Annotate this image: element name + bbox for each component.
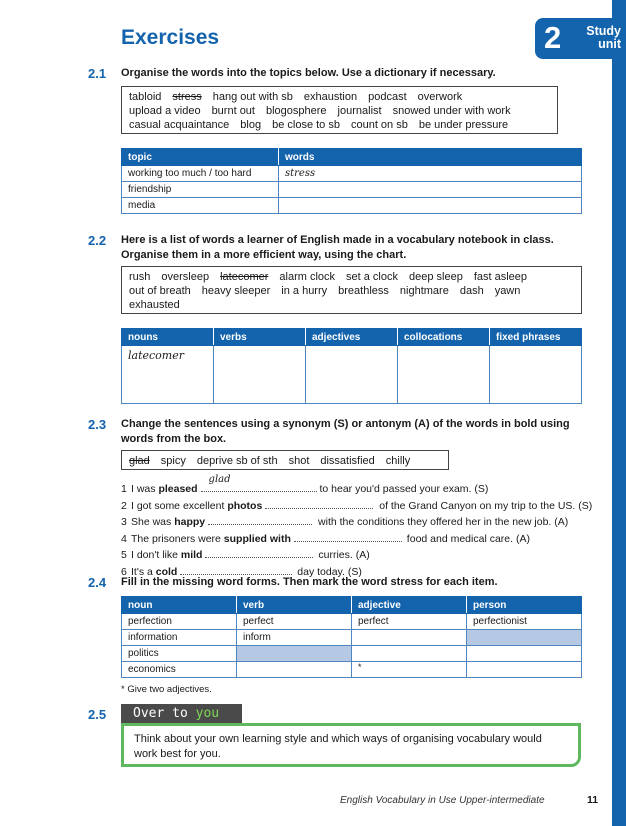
study-unit-tab (535, 18, 626, 59)
verb-cell-shaded (237, 646, 352, 662)
column-header: verbs (214, 329, 306, 346)
sentence-item (121, 474, 592, 498)
word-item: heavy sleeper (201, 285, 271, 297)
sentence-number: 4 (121, 532, 127, 545)
answer-blank[interactable] (205, 547, 313, 558)
word-item: rush (129, 271, 151, 283)
sentence-number: 5 (121, 549, 127, 561)
word-item: yawn (494, 285, 521, 297)
collocations-cell[interactable] (398, 346, 490, 404)
tab-highlight: you (195, 706, 220, 721)
word-item: deep sleep (409, 271, 463, 283)
sentence-text: of the Grand Canyon on my trip to the US. (S) (376, 499, 593, 512)
word-item: overwork (417, 91, 463, 103)
exercise-instruction: Fill in the missing word forms. Then mark the word stress for each item. (121, 576, 498, 588)
sentence-text: The prisoners were (131, 532, 224, 545)
person-cell[interactable] (467, 662, 582, 678)
word-forms-table (121, 596, 582, 678)
word-item: exhaustion (303, 91, 358, 103)
sentence-text: to hear you'd passed your exam. (S) (316, 483, 489, 495)
word-item: breathless (338, 285, 389, 297)
word-item: upload a video (129, 105, 201, 117)
column-header: verb (237, 597, 352, 614)
exercise-number: 2.1 (88, 66, 107, 81)
word-item: podcast (368, 91, 407, 103)
word-item: in a hurry (281, 285, 328, 297)
words-cell[interactable] (279, 198, 582, 214)
word-item: deprive sb of sth (196, 455, 278, 467)
answer-blank[interactable] (265, 498, 373, 509)
person-cell-shaded (467, 630, 582, 646)
word-box (121, 266, 582, 314)
handwritten-answer: glad (208, 474, 231, 485)
vocabulary-chart (121, 328, 582, 404)
sentence-text: food and medical care. (A) (403, 532, 530, 545)
bold-word: supplied with (223, 532, 291, 545)
word-item: exhausted (129, 299, 180, 311)
word-box (121, 450, 449, 470)
word-item: spicy (160, 455, 186, 467)
sentence-text: with the conditions they offered her in the new job. (A) (315, 516, 569, 528)
sentence-text: day today. (S) (294, 565, 362, 578)
word-item: journalist (337, 105, 382, 117)
word-item: casual acquaintance (129, 119, 230, 131)
page-title: Exercises (121, 26, 220, 49)
exercise-number: 2.3 (88, 417, 107, 432)
nouns-cell[interactable]: latecomer (122, 346, 214, 404)
sentence-list (121, 474, 593, 580)
sentence-text: It's a (131, 565, 156, 578)
word-item: fast asleep (473, 271, 528, 283)
word-item: stress (172, 91, 202, 103)
answer-blank[interactable] (201, 474, 317, 492)
sentence-text: curries. (A) (315, 549, 370, 561)
sentence-number: 2 (121, 499, 127, 512)
word-item: dash (459, 285, 484, 297)
word-item: nightmare (399, 285, 449, 297)
footnote: * Give two adjectives. (121, 684, 212, 695)
word-item: out of breath (129, 285, 191, 297)
person-cell[interactable]: perfectionist (467, 614, 582, 630)
adjective-cell[interactable] (352, 646, 467, 662)
noun-cell: economics (122, 662, 237, 678)
word-item: burnt out (211, 105, 255, 117)
exercise-instruction: Organise the words into the topics below. Use a dictionary if necessary. (121, 67, 496, 79)
tab-text: Over to (133, 706, 196, 721)
sentence-text: I was (131, 483, 159, 495)
sentence-text: She was (131, 516, 175, 528)
words-cell[interactable]: stress (279, 166, 582, 182)
adjectives-cell[interactable] (306, 346, 398, 404)
column-header: words (279, 149, 582, 166)
sentence-item (121, 514, 592, 531)
verbs-cell[interactable] (214, 346, 306, 404)
sentence-item (121, 547, 592, 564)
exercise-instruction: Change the sentences using a synonym (S) or antonym (A) of the words in bold using words from the box. (121, 418, 570, 445)
adjective-cell[interactable]: perfect (352, 614, 467, 630)
sentence-number: 1 (121, 483, 127, 495)
fixed-phrases-cell[interactable] (490, 346, 582, 404)
word-item: count on sb (350, 119, 408, 131)
word-item: tabloid (129, 91, 162, 103)
words-cell[interactable] (279, 182, 582, 198)
word-item: hang out with sb (212, 91, 293, 103)
word-item: be under pressure (418, 119, 509, 131)
column-header: nouns (122, 329, 214, 346)
word-item: shot (288, 455, 310, 467)
noun-cell: politics (122, 646, 237, 662)
word-item: latecomer (220, 271, 269, 283)
exercise-number: 2.5 (88, 707, 107, 722)
answer-blank[interactable] (180, 564, 292, 575)
column-header: topic (122, 149, 279, 166)
unit-label: Study unit (586, 24, 621, 51)
bold-word: photos (227, 499, 263, 512)
exercise-instruction: Here is a list of words a learner of English made in a vocabulary notebook in class. Organise them in a more efficient way, using the chart. (121, 234, 554, 261)
word-box (121, 86, 558, 134)
exercise-number: 2.4 (88, 575, 107, 590)
column-header: person (467, 597, 582, 614)
bold-word: happy (174, 516, 206, 528)
sentence-text: I don't like (131, 549, 181, 561)
word-item: blog (240, 119, 262, 131)
word-item: dissatisfied (320, 455, 375, 467)
word-item: set a clock (346, 271, 398, 283)
noun-cell: perfection (122, 614, 237, 630)
bold-word: mild (180, 549, 203, 561)
answer-blank[interactable] (294, 531, 402, 542)
unit-number: 2 (544, 20, 562, 55)
verb-cell[interactable] (237, 662, 352, 678)
word-item: alarm clock (279, 271, 336, 283)
word-item: be close to sb (272, 119, 340, 131)
verb-cell[interactable]: inform (237, 630, 352, 646)
verb-cell[interactable]: perfect (237, 614, 352, 630)
column-header: adjective (352, 597, 467, 614)
topic-cell: media (122, 198, 279, 214)
sentence-text: I got some excellent (131, 499, 228, 512)
column-header: fixed phrases (490, 329, 582, 346)
word-item: blogosphere (265, 105, 327, 117)
topics-table (121, 148, 582, 214)
person-cell[interactable] (467, 646, 582, 662)
topic-cell: working too much / too hard (122, 166, 279, 182)
adjective-cell[interactable] (352, 630, 467, 646)
noun-cell: information (122, 630, 237, 646)
topic-cell: friendship (122, 182, 279, 198)
page-number: 11 (587, 794, 599, 806)
word-item: oversleep (161, 271, 210, 283)
sentence-item (121, 531, 592, 548)
sentence-item (121, 498, 592, 515)
exercise-number: 2.2 (88, 233, 107, 248)
bold-word: pleased (158, 483, 198, 495)
adjective-cell[interactable]: * (352, 662, 467, 678)
sentence-number: 3 (121, 516, 127, 528)
column-header: adjectives (306, 329, 398, 346)
column-header: collocations (398, 329, 490, 346)
column-header: noun (122, 597, 237, 614)
answer-blank[interactable] (208, 514, 312, 525)
bold-word: cold (155, 565, 178, 578)
word-item: glad (129, 455, 150, 467)
sentence-number: 6 (121, 565, 127, 578)
over-to-you-box: Think about your own learning style and which ways of organising vocabulary would work best for you. (121, 723, 581, 767)
page-edge-bar (612, 0, 626, 826)
word-item: snowed under with work (392, 105, 511, 117)
footer-book-title: English Vocabulary in Use Upper-intermediate (340, 795, 545, 806)
word-item: chilly (385, 455, 411, 467)
over-to-you-tab (121, 704, 242, 723)
